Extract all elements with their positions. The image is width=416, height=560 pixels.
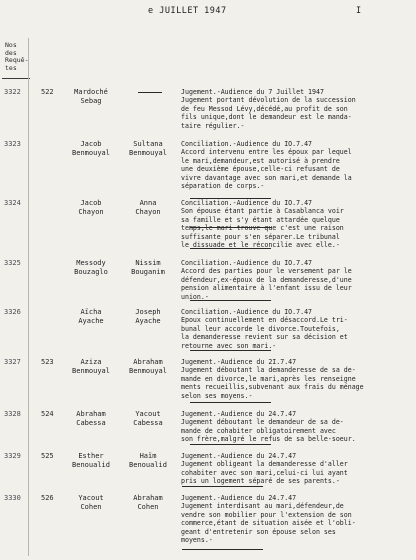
plaintiff-name <box>60 199 122 216</box>
plaintiff-name <box>60 259 122 276</box>
entry-text: Conciliation.-Audience du IO.7.47 Epoux continuellement en désaccord.Le tri- bunal leur accorde le divorce.Toutefois, la demanderesse revient sur sa décision et retourne avec son mari.- <box>181 308 348 350</box>
defendant-name-line: Yacout <box>135 410 161 418</box>
judgment-number: 526 <box>41 494 54 502</box>
entry-text: Jugement.-Audience du 2I.7.47 Jugement déboutant la demanderesse de sa de- mande en divorce,le mari,après les renseigne ments recueillis,subvenant aux frais du ménage selon ses moyens.- <box>181 358 364 400</box>
request-number: 3326 <box>4 308 21 316</box>
request-number: 3323 <box>4 140 21 148</box>
defendant-name-line: Ayache <box>135 316 161 325</box>
entry-text: Jugement.-Audience du 24.7.47 Jugement obligeant la demanderesse d'aller cohabiter avec son mari,celui-ci lui ayant pris un logement séparé de ses parents.- <box>181 452 348 486</box>
plaintiff-name-line: Esther <box>78 452 104 460</box>
plaintiff-name <box>60 140 122 157</box>
defendant-name-line: Haïm <box>139 452 157 460</box>
defendant-name-line: Nissim <box>135 259 161 267</box>
request-number: 3328 <box>4 410 21 418</box>
defendant-name <box>117 259 179 276</box>
entry-text: Conciliation.-Audience du IO.7.47 Accord des parties pour le versement par le défendeur,ex-époux de la demanderesse,d'une pension alimentaire à l'enfant issu de leur union.- <box>181 259 352 301</box>
defendant-name-line: Cabessa <box>133 418 163 427</box>
request-number: 3327 <box>4 358 21 366</box>
entry-underline <box>190 227 272 228</box>
request-number: 3329 <box>4 452 21 460</box>
plaintiff-name <box>60 410 122 427</box>
defendant-name <box>117 410 179 427</box>
plaintiff-name-line: Benoualid <box>72 460 110 469</box>
plaintiff-name-line: Aziza <box>80 358 102 366</box>
entry-underline <box>190 198 271 199</box>
column-divider <box>28 38 29 556</box>
plaintiff-name <box>60 452 122 469</box>
plaintiff-name-line: Yacout <box>78 494 104 502</box>
plaintiff-name-line: Cabessa <box>76 418 106 427</box>
entry-underline <box>182 486 263 487</box>
defendant-dash <box>138 92 162 93</box>
entry-text: Jugement.-Audience du 7 Juillet 1947 Jugement portant dévolution de la succession de feu Messod Lévy,décédé,au profit de son fils unique,dont le demandeur est le manda- taire régulier.- <box>181 88 356 130</box>
defendant-name <box>117 358 179 375</box>
judgment-number: 523 <box>41 358 54 366</box>
entry-underline <box>182 549 263 550</box>
page-number: I <box>356 6 362 16</box>
entry-underline <box>190 402 271 403</box>
plaintiff-name-line: Jacob <box>80 140 102 148</box>
entry-underline <box>190 300 271 301</box>
judgment-number: 522 <box>41 88 54 96</box>
entry-underline <box>190 350 271 351</box>
plaintiff-name-line: Cohen <box>80 502 102 511</box>
defendant-name-line: Chayon <box>135 207 161 216</box>
defendant-name-line: Anna <box>139 199 157 207</box>
plaintiff-name-line: Sebag <box>80 96 102 105</box>
entry-text: Conciliation.-Audience du IO.7.47 Accord intervenu entre les époux par lequel le mari,demandeur,est autorisé à prendre une deuxième épouse,celle-ci refusant de vivre davantage avec son mari,et demande la séparation de corps.- <box>181 140 352 191</box>
defendant-name-line: Joseph <box>135 308 161 316</box>
defendant-name-line: Abraham <box>133 494 163 502</box>
request-number: 3322 <box>4 88 21 96</box>
plaintiff-name-line: Aïcha <box>80 308 102 316</box>
defendant-name-line: Abraham <box>133 358 163 366</box>
plaintiff-name-line: Abraham <box>76 410 106 418</box>
plaintiff-name-line: Benmouyal <box>72 148 110 157</box>
entry-text: Conciliation.-Audience du IO.7.47 Son épouse étant partie à Casablanca voir sa famille et s'y étant attardée quelque temps,le mari trouve que c'est une raison suffisante pour s'en séparer.Le tribunal le dissuade et le réconcilie avec elle.- <box>181 199 344 250</box>
plaintiff-name-line: Ayache <box>78 316 104 325</box>
defendant-name-line: Sultana <box>133 140 163 148</box>
entry-underline <box>190 248 271 249</box>
plaintiff-name <box>60 358 122 375</box>
plaintiff-name <box>60 308 122 325</box>
judgment-number: 524 <box>41 410 54 418</box>
defendant-name-line: Bouganim <box>131 267 165 276</box>
plaintiff-name-line: Messody <box>76 259 106 267</box>
plaintiff-name-line: Chayon <box>78 207 104 216</box>
request-number: 3324 <box>4 199 21 207</box>
column-header-rule <box>2 78 30 79</box>
entry-text: Jugement.-Audience du 24.7.47 Jugement déboutant le demandeur de sa de- mande de cohabiter obligatoirement avec son frère,malgré le refus de sa belle-soeur. <box>181 410 356 444</box>
entry-underline <box>190 444 271 445</box>
entry-text: Jugement.-Audience du 24.7.47 Jugement interdisant au mari,défendeur,de vendre son mobilier pour l'extension de son commerce,étant de situation aisée et l'obli- geant d'entretenir son épouse selon ses moyens.- <box>181 494 356 545</box>
judgment-number: 525 <box>41 452 54 460</box>
plaintiff-name-line: Mardoché <box>74 88 108 96</box>
defendant-name-line: Benmouyal <box>129 148 167 157</box>
defendant-name <box>117 452 179 469</box>
request-number: 3325 <box>4 259 21 267</box>
plaintiff-name <box>60 88 122 105</box>
defendant-name <box>117 494 179 511</box>
request-number: 3330 <box>4 494 21 502</box>
defendant-name-line: Benoualid <box>129 460 167 469</box>
plaintiff-name <box>60 494 122 511</box>
defendant-name <box>117 140 179 157</box>
plaintiff-name-line: Benmouyal <box>72 366 110 375</box>
page-header <box>0 6 416 20</box>
defendant-name <box>117 308 179 325</box>
column-header-label: Nos des Requê- tes <box>5 41 29 72</box>
defendant-name-line: Cohen <box>137 502 159 511</box>
defendant-name-line: Benmouyal <box>129 366 167 375</box>
plaintiff-name-line: Bouzaglo <box>74 267 108 276</box>
defendant-name <box>117 199 179 216</box>
plaintiff-name-line: Jacob <box>80 199 102 207</box>
header-date: e JUILLET 1947 <box>148 6 227 16</box>
